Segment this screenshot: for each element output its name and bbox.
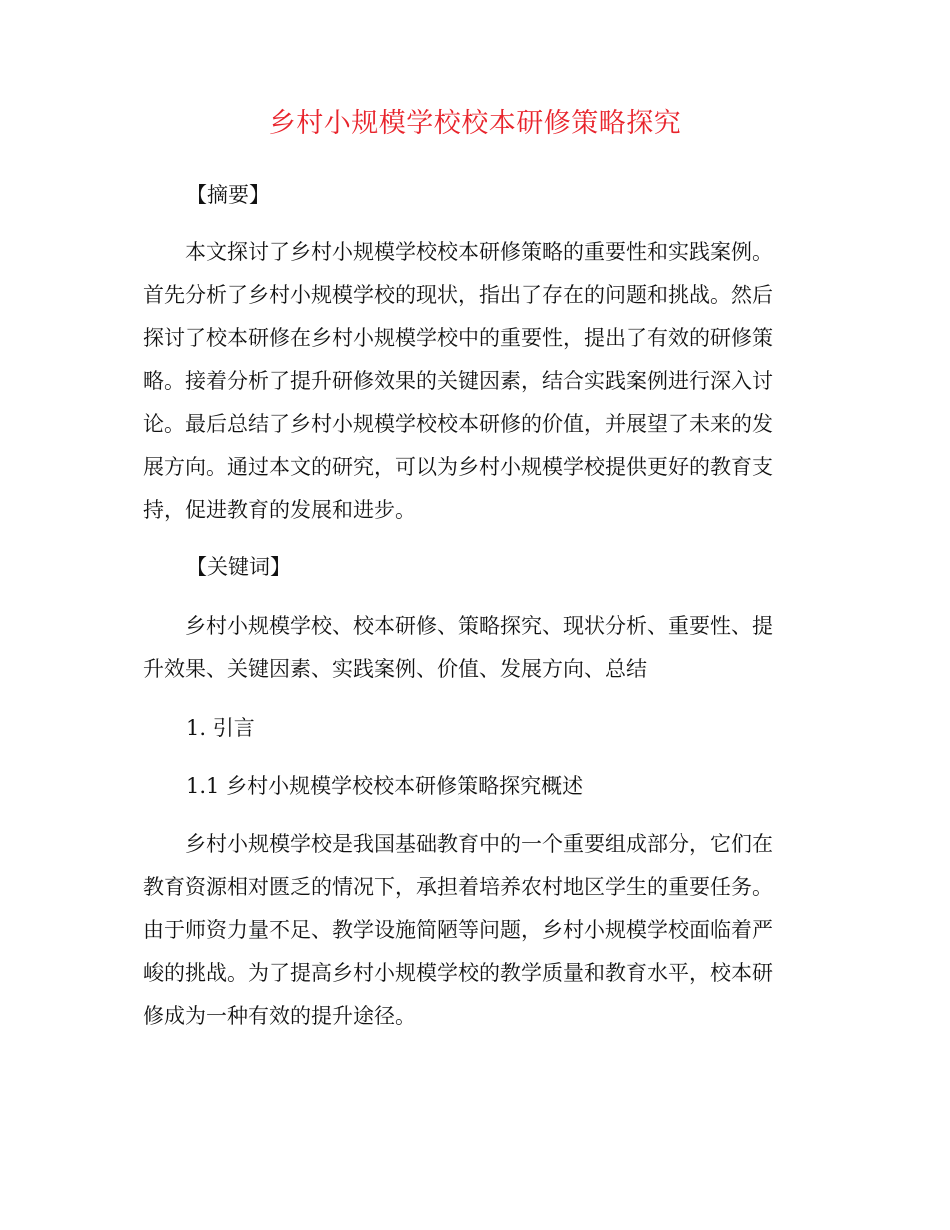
document-title: 乡村小规模学校校本研修策略探究	[268, 108, 682, 139]
keywords-line: 乡村小规模学校、校本研修、策略探究、现状分析、重要性、提	[185, 614, 773, 638]
subsection-heading: 1.1 乡村小规模学校校本研修策略探究概述	[186, 774, 584, 798]
abstract-heading: 【摘要】	[186, 183, 270, 207]
keywords-line: 升效果、关键因素、实践案例、价值、发展方向、总结	[143, 657, 647, 681]
abstract-line: 略。接着分析了提升研修效果的关键因素，结合实践案例进行深入讨	[143, 369, 773, 393]
body-line: 修成为一种有效的提升途径。	[143, 1004, 416, 1028]
abstract-line: 论。最后总结了乡村小规模学校校本研修的价值，并展望了未来的发	[143, 412, 773, 436]
abstract-line: 本文探讨了乡村小规模学校校本研修策略的重要性和实践案例。	[185, 240, 773, 264]
abstract-line: 首先分析了乡村小规模学校的现状，指出了存在的问题和挑战。然后	[143, 283, 773, 307]
keywords-heading: 【关键词】	[186, 555, 291, 579]
body-line: 乡村小规模学校是我国基础教育中的一个重要组成部分，它们在	[185, 832, 773, 856]
section-heading: 1. 引言	[186, 716, 255, 740]
abstract-line: 探讨了校本研修在乡村小规模学校中的重要性，提出了有效的研修策	[143, 326, 773, 350]
abstract-line: 持，促进教育的发展和进步。	[143, 498, 416, 522]
body-line: 教育资源相对匮乏的情况下，承担着培养农村地区学生的重要任务。	[143, 875, 773, 899]
body-line: 由于师资力量不足、教学设施简陋等问题，乡村小规模学校面临着严	[143, 918, 773, 942]
body-line: 峻的挑战。为了提高乡村小规模学校的教学质量和教育水平，校本研	[143, 961, 773, 985]
abstract-line: 展方向。通过本文的研究，可以为乡村小规模学校提供更好的教育支	[143, 455, 773, 479]
